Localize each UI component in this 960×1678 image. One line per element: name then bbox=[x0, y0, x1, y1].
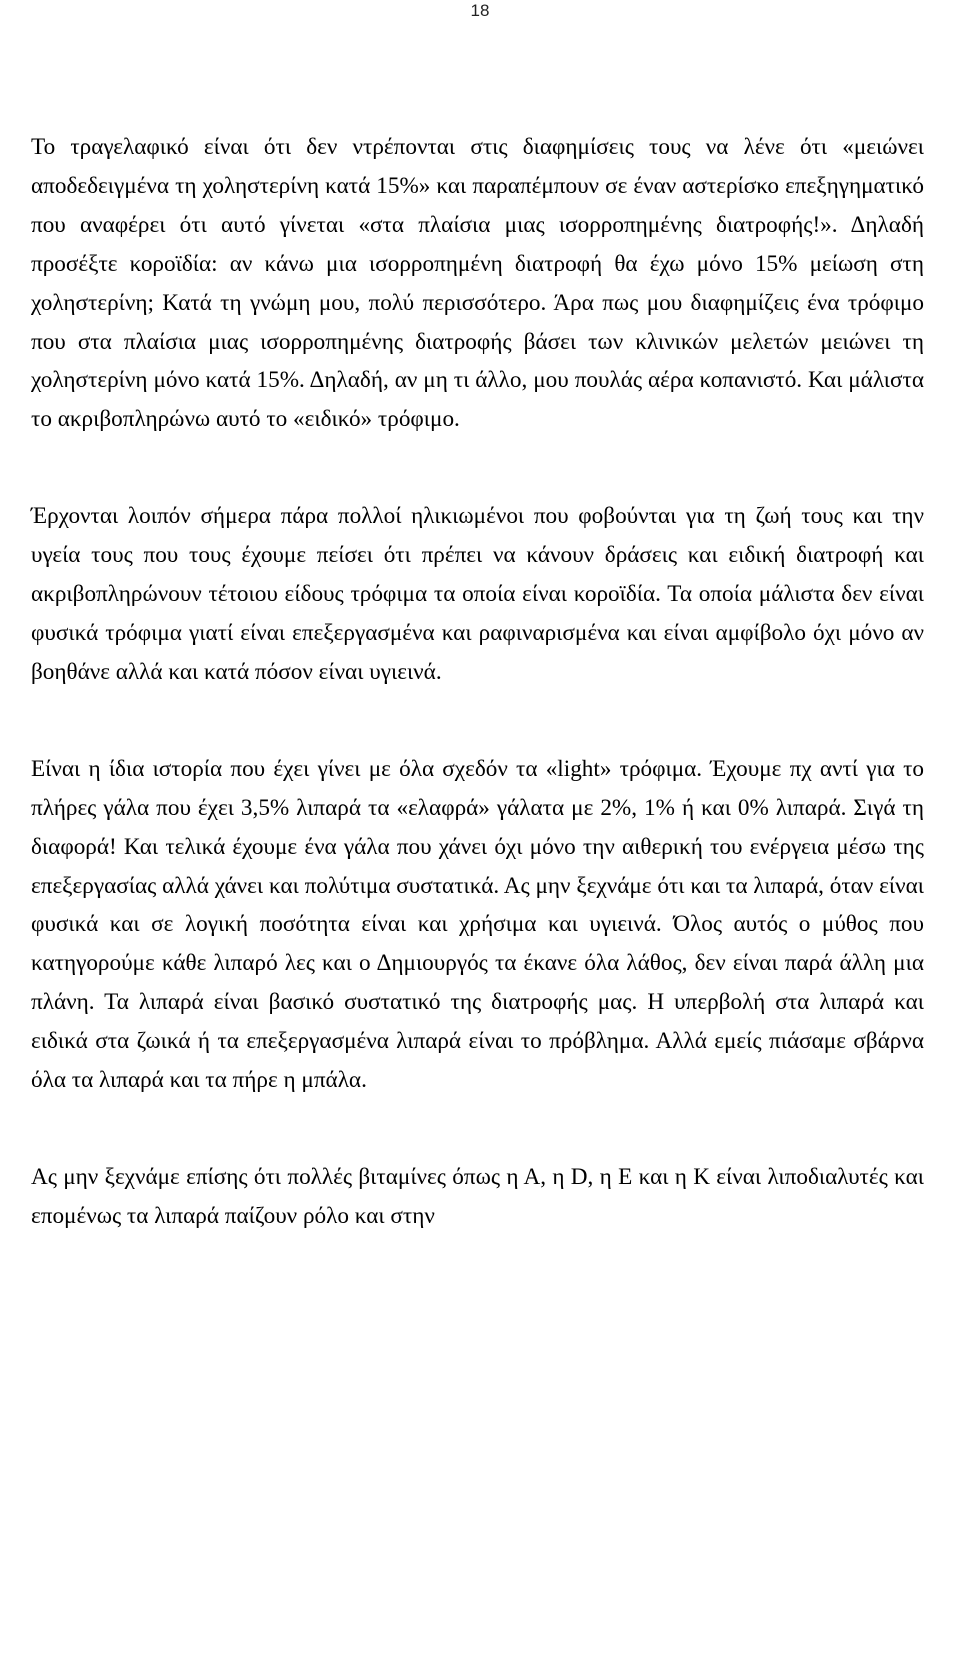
document-body bbox=[31, 128, 924, 1236]
paragraph-1: Το τραγελαφικό είναι ότι δεν ντρέπονται στις διαφημίσεις τους να λένε ότι «μειώνει αποδεδειγμένα τη χοληστερίνη κατά 15%» και παραπέμπουν σε έναν αστερίσκο επεξηγηματικό που αναφέρει ότι αυτό γίνεται «στα πλαίσια μιας ισορροπημένης διατροφής!». Δηλαδή προσέξτε κοροϊδία: αν κάνω μια ισορροπημένη διατροφή θα έχω μόνο 15% μείωση στη χοληστερίνη; Κατά τη γνώμη μου, πολύ περισσότερο. Άρα πως μου διαφημίζεις ένα τρόφιμο που στα πλαίσια μιας ισορροπημένης διατροφής βάσει των κλινικών μελετών μειώνει τη χοληστερίνη μόνο κατά 15%. Δηλαδή, αν μη τι άλλο, μου πουλάς αέρα κοπανιστό. Και μάλιστα το ακριβοπληρώνω αυτό το «ειδικό» τρόφιμο. bbox=[31, 134, 924, 433]
page-number: 18 bbox=[470, 1, 490, 20]
paragraph-3: Είναι η ίδια ιστορία που έχει γίνει με όλα σχεδόν τα «light» τρόφιμα. Έχουμε πχ αντί για το πλήρες γάλα που έχει 3,5% λιπαρά τα «ελαφρά» γάλατα με 2%, 1% ή και 0% λιπαρά. Σιγά τη διαφορά! Και τελικά έχουμε ένα γάλα που χάνει όχι μόνο την αιθερική του ενέργεια μέσω της επεξεργασίας αλλά χάνει και πολύτιμα συστατικά. Ας μην ξεχνάμε ότι και τα λιπαρά, όταν είναι φυσικά και σε λογική ποσότητα είναι και χρήσιμα και υγιεινά. Όλος αυτός ο μύθος που κατηγορούμε κάθε λιπαρό λες και ο Δημιουργός τα έκανε όλα λάθος, δεν είναι παρά άλλη μια πλάνη. Τα λιπαρά είναι βασικό συστατικό της διατροφής μας. Η υπερβολή στα λιπαρά και ειδικά στα ζωικά ή τα επεξεργασμένα λιπαρά είναι το πρόβλημα. Αλλά εμείς πιάσαμε σβάρνα όλα τα λιπαρά και τα πήρε η μπάλα. bbox=[31, 755, 924, 1094]
paragraph-2: Έρχονται λοιπόν σήμερα πάρα πολλοί ηλικιωμένοι που φοβούνται για τη ζωή τους και την υγεία τους που τους έχουμε πείσει ότι πρέπει να κάνουν δράσεις και ειδική διατροφή και ακριβοπληρώνουν τέτοιου είδους τρόφιμα τα οποία είναι κοροϊδία. Τα οποία μάλιστα δεν είναι φυσικά τρόφιμα γιατί είναι επεξεργασμένα και ραφιναρισμένα και είναι αμφίβολο όχι μόνο αν βοηθάνε αλλά και κατά πόσον είναι υγιεινά. bbox=[31, 503, 924, 685]
paragraph-4: Ας μην ξεχνάμε επίσης ότι πολλές βιταμίνες όπως η Α, η D, η Ε και η Κ είναι λιποδιαλυτές και επομένως τα λιπαρά παίζουν ρόλο και στην bbox=[31, 1163, 924, 1229]
